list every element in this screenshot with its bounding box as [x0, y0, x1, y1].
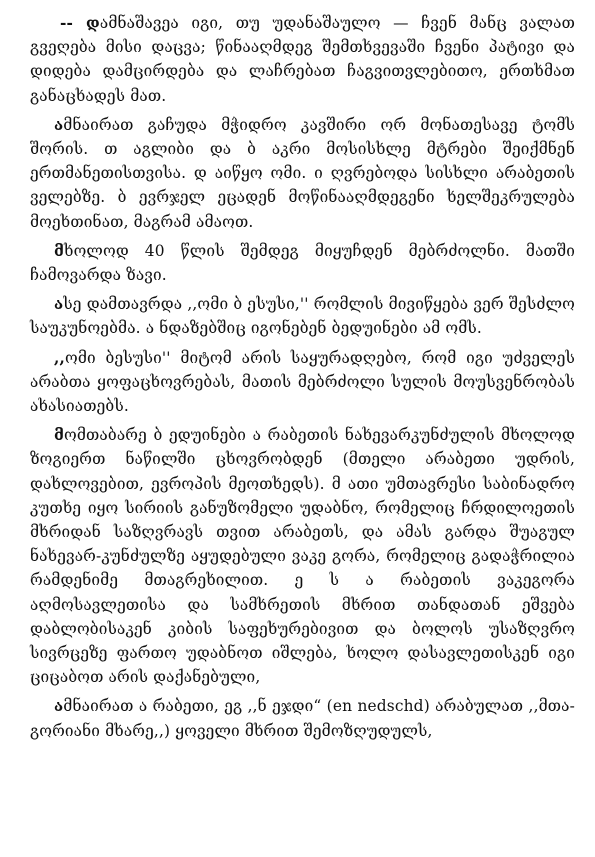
- paragraph-text: ამნაშავეა იგი, თუ უდანაშაულო — ჩვენ მანც ვალათ გვეღება მისი დაცვა; წინააღმდეგ შემთხვევაში ჩვენი პატივი და დიდება დამცირდება და ლაჩრებათ ჩაგვითვლებითო, ერთხმათ განაცხადეს მათ.: [30, 14, 575, 105]
- drop-letter: ,,: [54, 348, 66, 367]
- paragraph-3: [30, 239, 575, 287]
- paragraph-text: სე დამთავრდა ,,ომი ბ ესუსი,'' რომლის მივიწყება ვერ შესძლო საუკუნოებმა. ა ნდაზებშიც იგონებენ ბედუინები ამ ომს.: [30, 295, 575, 338]
- drop-letter: მ: [54, 426, 64, 445]
- paragraph-text: ომი ბესუსი'' მიტომ არის საყურადღებო, რომ იგი უძველეს არაბთა ყოფაცხოვრებას, მათის მებრძოლი სულის მოუსვენრობას ახასიათებს.: [30, 348, 575, 416]
- paragraph-text: ხოლოდ 40 წლის შემდეგ მიყუჩდენ მებრძოლნი. მათში ჩამოვარდა ზავი.: [30, 241, 575, 285]
- paragraph-text: მნაირათ ა რაბეთი, ეგ ,,ნ ეჯდი“ (en nedschd) არაბულათ ,,მთა-გორიანი მხარე,,) ყოველი მხრით შემოზღუდულს,: [30, 697, 575, 740]
- paragraph-5: [30, 346, 575, 419]
- paragraph-1: [30, 11, 575, 108]
- paragraph-text: ომთაბარე ბ ედუინები ა რაბეთის ნახევარკუნძულის მხოლოდ ზოგიერთ ნაწილში ცხოვრობდენ (მთელი არაბეთი უდრის, დახლოვებით, ევროპის მეოთხედს). მ ათი უმთავრესი საბინადრო კუთხე იყო სირიის განუზომელი უდაბნო, რომელიც ჩრდილოეთის მხრიდან საზღვრავს თვით არაბეთს, და ამას გარდა შუაგულ ნახევარ-კუნძულზე აყუდებული ვაკე გორა, რომელიც გადაჭრილია რამდენიმე მთაგრეხილით. ე ს ა რაბეთის ვაკეგორა აღმოსავლეთისა და სამხრეთის მხრით თანდათან ეშვება დაბლობისაკენ კიბის საფეხურებივით და ბოლოს უსაზღვრო სივრცეზე ფართო უდაბნოთ იშლება, ხოლო დასავლეთისკენ იგი ციცაბოთ არის დაქანებული,: [30, 426, 575, 687]
- drop-letter: -- დ: [60, 14, 100, 32]
- drop-letter: ა: [54, 115, 64, 134]
- drop-letter: ა: [54, 295, 64, 314]
- paragraph-7: [30, 694, 575, 742]
- paragraph-text: მნაირათ გაჩუდა მჭიდრო კავშირი ორ მონათესავე ტომს შორის. თ აგლიბი და ბ აკრი მოსისხლე მტრები შეიქმნენ ერთმანეთისთვისა. დ აიწყო ომი. ი ღვრებოდა სისხლი არაბეთის ველებზე. ბ ევრჯელ ეცადენ მოწინააღმდეგენი ხელშეკრულება მოეხთინათ, მაგრამ ამაოთ.: [30, 115, 575, 231]
- paragraph-2: [30, 113, 575, 234]
- paragraph-6: [30, 423, 575, 689]
- drop-letter: ა: [54, 697, 64, 716]
- paragraph-4: [30, 292, 575, 340]
- drop-letter: მ: [54, 241, 64, 260]
